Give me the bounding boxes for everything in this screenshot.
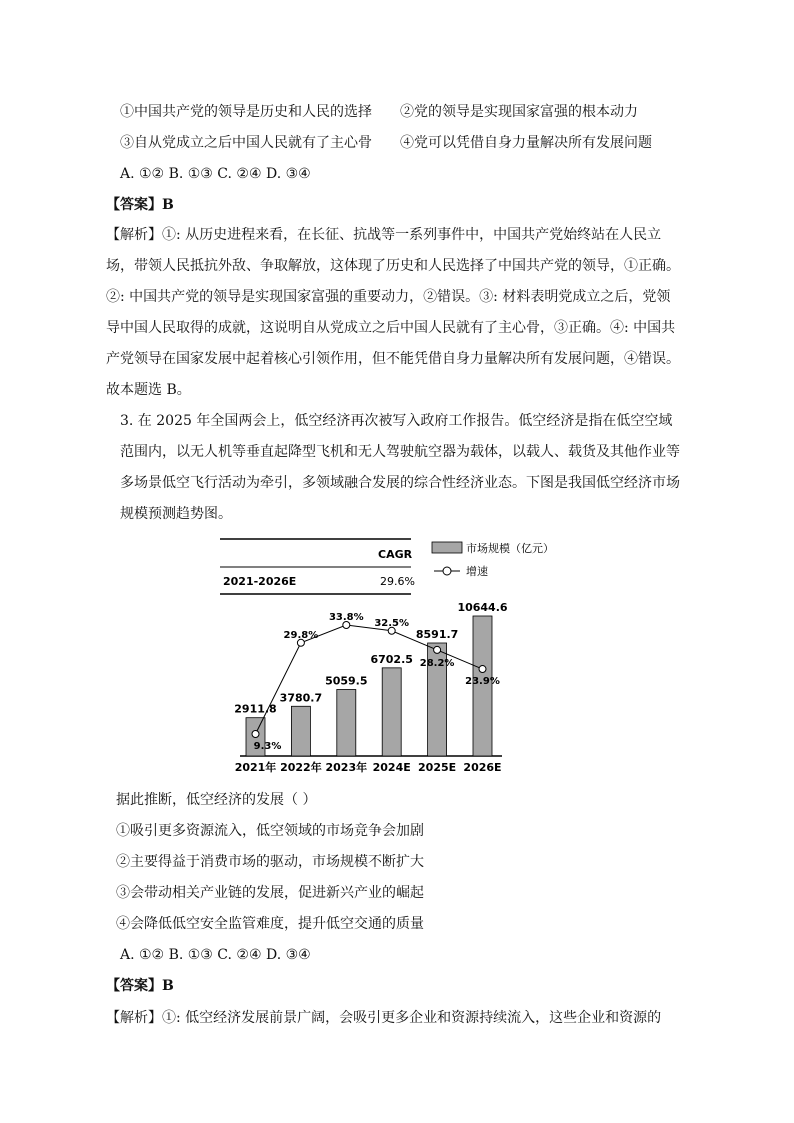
bar [291,706,310,756]
bar-value-label: 2911.8 [234,702,277,716]
q3-option-3: ③会带动相关产业链的发展，促进新兴产业的崛起 [116,885,424,901]
growth-label: 29.8% [283,629,319,641]
bar [382,668,401,756]
growth-point [252,731,259,738]
bar-value-label: 10644.6 [457,601,508,614]
growth-point [479,666,486,673]
q2-option-2: ②党的领导是实现国家富强的根本动力 [400,104,638,120]
plot-area [234,601,508,774]
x-tick-label: 2022年 [280,761,322,774]
bar-value-label: 6702.5 [370,652,413,666]
x-tick-label: 2024E [372,761,411,774]
table-row-label: 2021-2026E [223,575,297,588]
x-tick-label: 2025E [418,761,457,774]
q3-analysis: 【解析】①: 低空经济发展前景广阔，会吸引更多企业和资源持续流入，这些企业和资源的 [106,1010,662,1026]
table-header-cagr: CAGR [378,548,413,561]
q3-option-2: ②主要得益于消费市场的驱动，市场规模不断扩大 [116,854,424,870]
bar-value-label: 5059.5 [325,674,368,688]
q2-option-3: ③自从党成立之后中国人民就有了主心骨 [120,135,372,151]
bar-value-label: 3780.7 [279,691,323,705]
legend-bar-swatch [432,542,462,553]
table-row-value: 29.6% [380,575,415,588]
growth-label: 9.3% [253,741,282,752]
q2-analysis: 【解析】①: 从历史进程来看，在长征、抗战等一系列事件中，中国共产党始终站在人民立场，带领人民抵抗外敌、争取解放，这体现了历史和人民选择了中国共产党的领导，①正确。②: 中国共产党的领导是实现国家富强的重要动力，②错误。③: 材料表明党成立之后，党领导中国人民取得的成就，这说明自从党成立之后中国人民就有了主心骨，③正确。④: 中国共产党领导在国家发展中起着核心引领作用，但不能凭借自身力量解决所有发展问题，④错误。故本题选 B。 [106,227,680,398]
q3-option-1: ①吸引更多资源流入，低空领域的市场竞争会加剧 [116,823,424,839]
q3-prompt: 据此推断，低空经济的发展（ ） [116,792,317,808]
bar-value-label: 8591.7 [415,628,459,642]
growth-label: 33.8% [328,612,364,623]
x-tick-label: 2023年 [325,761,368,774]
q3-stem: 3. 在 2025 年全国两会上，低空经济再次被写入政府工作报告。低空经济是指在低空空域范围内，以无人机等垂直起降型飞机和无人驾驶航空器为载体，以载人、载货及其他作业等多场景低空飞行活动为牵引，多领域融合发展的综合性经济业态。下图是我国低空经济市场规模预测趋势图。 [120,413,680,522]
growth-label: 23.9% [465,676,500,688]
growth-label: 28.2% [419,657,455,669]
legend-line-marker [443,567,451,575]
q2-option-1: ①中国共产党的领导是历史和人民的选择 [120,104,372,120]
legend-bar-label: 市场规模（亿元） [466,542,554,555]
growth-label: 32.5% [374,617,410,629]
x-tick-label: 2021年 [234,761,277,774]
growth-line [256,625,483,734]
legend-line-label: 增速 [466,565,488,578]
q3-choices: A. ①② B. ①③ C. ②④ D. ③④ [120,947,311,963]
q2-option-4: ④党可以凭借自身力量解决所有发展问题 [400,135,652,151]
bar [337,689,356,756]
x-tick-label: 2026E [463,761,502,774]
market-size-chart [218,535,554,775]
growth-point [434,646,441,653]
q2-answer: 【答案】B [106,197,174,213]
q2-choices: A. ①② B. ①③ C. ②④ D. ③④ [120,166,311,182]
q3-option-4: ④会降低低空安全监管难度，提升低空交通的质量 [116,916,424,932]
q3-answer: 【答案】B [106,978,174,994]
